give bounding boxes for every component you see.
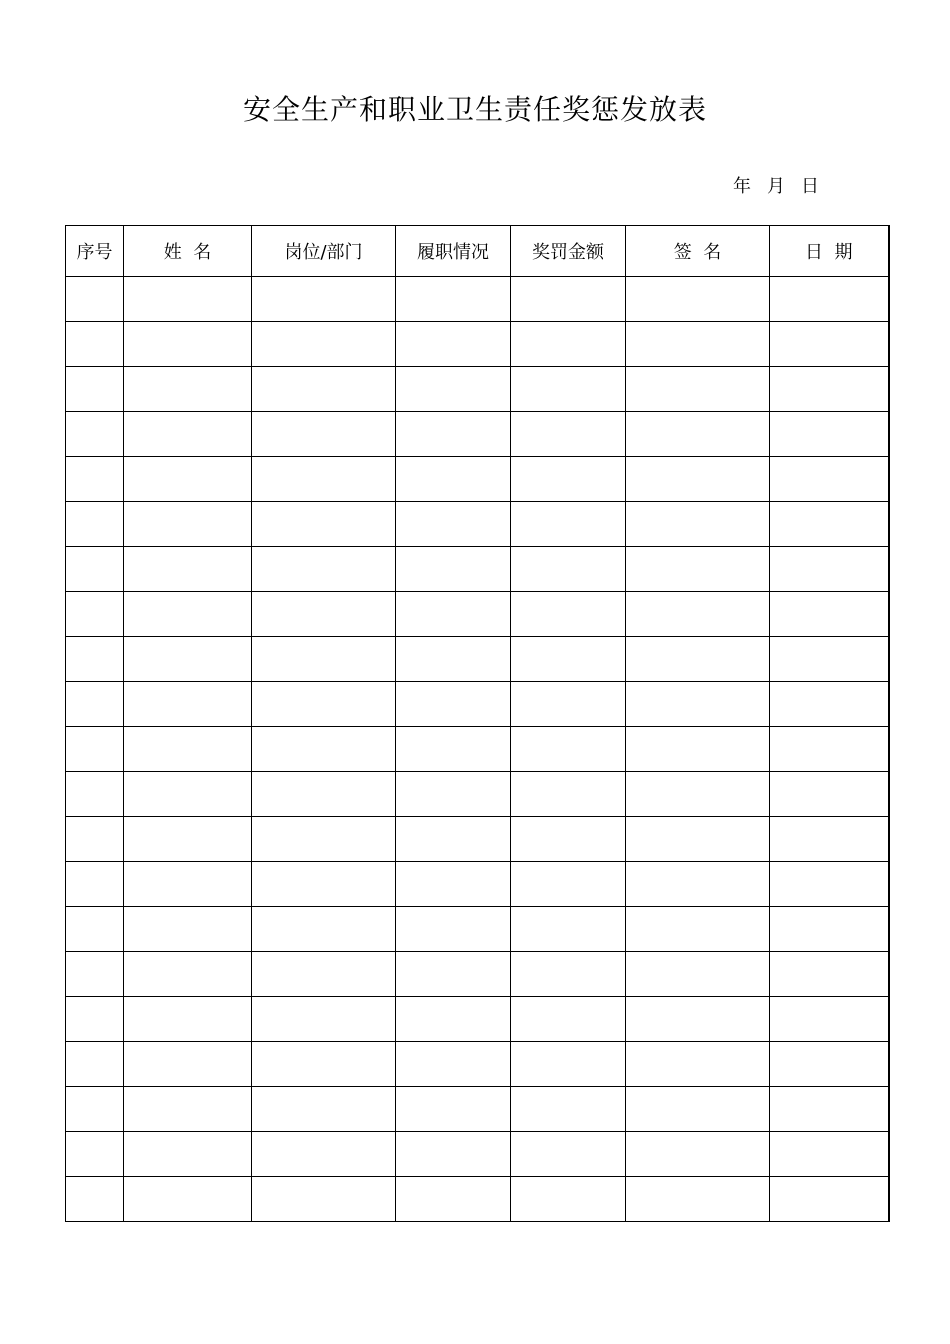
cell-duty[interactable] — [396, 1087, 511, 1132]
cell-name[interactable] — [124, 997, 252, 1042]
cell-seq[interactable] — [66, 502, 124, 547]
cell-sign[interactable] — [626, 412, 770, 457]
cell-name[interactable] — [124, 772, 252, 817]
cell-post[interactable] — [252, 1132, 396, 1177]
cell-seq[interactable] — [66, 457, 124, 502]
cell-name[interactable] — [124, 952, 252, 997]
cell-post[interactable] — [252, 277, 396, 322]
cell-date[interactable] — [770, 682, 889, 727]
cell-date[interactable] — [770, 727, 889, 772]
cell-seq[interactable] — [66, 1132, 124, 1177]
header-duty: 履职情况 — [396, 226, 511, 277]
cell-seq[interactable] — [66, 367, 124, 412]
table-row — [66, 547, 889, 592]
cell-post[interactable] — [252, 592, 396, 637]
header-date: 日 期 — [770, 226, 889, 277]
cell-post[interactable] — [252, 1087, 396, 1132]
cell-seq[interactable] — [66, 952, 124, 997]
cell-date[interactable] — [770, 322, 889, 367]
cell-sign[interactable] — [626, 592, 770, 637]
cell-post[interactable] — [252, 547, 396, 592]
table-row — [66, 727, 889, 772]
cell-date[interactable] — [770, 1087, 889, 1132]
cell-date[interactable] — [770, 772, 889, 817]
cell-seq[interactable] — [66, 997, 124, 1042]
cell-amount[interactable] — [511, 277, 626, 322]
cell-duty[interactable] — [396, 502, 511, 547]
header-seq: 序号 — [66, 226, 124, 277]
cell-post[interactable] — [252, 997, 396, 1042]
table-row — [66, 1132, 889, 1177]
cell-duty[interactable] — [396, 367, 511, 412]
cell-name[interactable] — [124, 322, 252, 367]
table-row — [66, 1042, 889, 1087]
cell-duty[interactable] — [396, 1177, 511, 1222]
cell-seq[interactable] — [66, 277, 124, 322]
cell-duty[interactable] — [396, 952, 511, 997]
cell-sign[interactable] — [626, 862, 770, 907]
cell-date[interactable] — [770, 277, 889, 322]
cell-post[interactable] — [252, 637, 396, 682]
cell-post[interactable] — [252, 772, 396, 817]
cell-post[interactable] — [252, 817, 396, 862]
cell-amount[interactable] — [511, 1042, 626, 1087]
cell-duty[interactable] — [396, 592, 511, 637]
cell-name[interactable] — [124, 277, 252, 322]
cell-sign[interactable] — [626, 1177, 770, 1222]
cell-amount[interactable] — [511, 682, 626, 727]
cell-duty[interactable] — [396, 772, 511, 817]
cell-sign[interactable] — [626, 682, 770, 727]
cell-date[interactable] — [770, 1132, 889, 1177]
date-year-label: 年 — [733, 176, 751, 197]
cell-name[interactable] — [124, 862, 252, 907]
award-table-container — [65, 225, 890, 1222]
cell-name[interactable] — [124, 412, 252, 457]
cell-date[interactable] — [770, 592, 889, 637]
cell-post[interactable] — [252, 412, 396, 457]
cell-amount[interactable] — [511, 907, 626, 952]
cell-amount[interactable] — [511, 727, 626, 772]
cell-post[interactable] — [252, 727, 396, 772]
cell-date[interactable] — [770, 862, 889, 907]
cell-post[interactable] — [252, 907, 396, 952]
cell-sign[interactable] — [626, 277, 770, 322]
header-sign: 签 名 — [626, 226, 770, 277]
header-name: 姓 名 — [124, 226, 252, 277]
cell-amount[interactable] — [511, 412, 626, 457]
table-row — [66, 457, 889, 502]
cell-seq[interactable] — [66, 772, 124, 817]
cell-amount[interactable] — [511, 1132, 626, 1177]
cell-duty[interactable] — [396, 727, 511, 772]
cell-amount[interactable] — [511, 862, 626, 907]
cell-duty[interactable] — [396, 322, 511, 367]
cell-sign[interactable] — [626, 637, 770, 682]
table-row — [66, 862, 889, 907]
cell-sign[interactable] — [626, 1132, 770, 1177]
cell-date[interactable] — [770, 637, 889, 682]
cell-amount[interactable] — [511, 322, 626, 367]
date-month-label: 月 — [767, 176, 785, 197]
cell-date[interactable] — [770, 457, 889, 502]
table-header-row — [66, 226, 889, 277]
cell-seq[interactable] — [66, 1042, 124, 1087]
cell-duty[interactable] — [396, 412, 511, 457]
table-row — [66, 682, 889, 727]
cell-name[interactable] — [124, 367, 252, 412]
document-title: 安全生产和职业卫生责任奖惩发放表 — [242, 93, 707, 126]
table-row — [66, 592, 889, 637]
cell-amount[interactable] — [511, 547, 626, 592]
cell-duty[interactable] — [396, 1042, 511, 1087]
cell-date[interactable] — [770, 547, 889, 592]
table-row — [66, 502, 889, 547]
table-row — [66, 772, 889, 817]
cell-amount[interactable] — [511, 592, 626, 637]
cell-sign[interactable] — [626, 772, 770, 817]
cell-name[interactable] — [124, 502, 252, 547]
cell-duty[interactable] — [396, 637, 511, 682]
cell-seq[interactable] — [66, 1087, 124, 1132]
cell-amount[interactable] — [511, 367, 626, 412]
cell-name[interactable] — [124, 1087, 252, 1132]
cell-post[interactable] — [252, 1042, 396, 1087]
cell-name[interactable] — [124, 1042, 252, 1087]
cell-name[interactable] — [124, 547, 252, 592]
cell-duty[interactable] — [396, 997, 511, 1042]
table-row — [66, 412, 889, 457]
cell-name[interactable] — [124, 1177, 252, 1222]
cell-duty[interactable] — [396, 277, 511, 322]
cell-duty[interactable] — [396, 817, 511, 862]
cell-sign[interactable] — [626, 547, 770, 592]
cell-sign[interactable] — [626, 502, 770, 547]
cell-date[interactable] — [770, 367, 889, 412]
cell-amount[interactable] — [511, 457, 626, 502]
cell-name[interactable] — [124, 1132, 252, 1177]
cell-duty[interactable] — [396, 547, 511, 592]
table-row — [66, 952, 889, 997]
cell-amount[interactable] — [511, 817, 626, 862]
cell-amount[interactable] — [511, 772, 626, 817]
cell-name[interactable] — [124, 682, 252, 727]
table-row — [66, 322, 889, 367]
cell-sign[interactable] — [626, 367, 770, 412]
cell-date[interactable] — [770, 817, 889, 862]
cell-sign[interactable] — [626, 997, 770, 1042]
cell-duty[interactable] — [396, 862, 511, 907]
cell-name[interactable] — [124, 817, 252, 862]
cell-seq[interactable] — [66, 547, 124, 592]
cell-amount[interactable] — [511, 637, 626, 682]
cell-date[interactable] — [770, 412, 889, 457]
cell-amount[interactable] — [511, 952, 626, 997]
cell-seq[interactable] — [66, 322, 124, 367]
cell-sign[interactable] — [626, 322, 770, 367]
cell-name[interactable] — [124, 457, 252, 502]
cell-sign[interactable] — [626, 817, 770, 862]
cell-post[interactable] — [252, 322, 396, 367]
cell-name[interactable] — [124, 907, 252, 952]
cell-post[interactable] — [252, 862, 396, 907]
cell-seq[interactable] — [66, 862, 124, 907]
cell-amount[interactable] — [511, 1087, 626, 1132]
cell-duty[interactable] — [396, 1132, 511, 1177]
table-row — [66, 1087, 889, 1132]
cell-sign[interactable] — [626, 1087, 770, 1132]
table-row — [66, 277, 889, 322]
cell-post[interactable] — [252, 952, 396, 997]
cell-sign[interactable] — [626, 1042, 770, 1087]
cell-name[interactable] — [124, 592, 252, 637]
award-table — [65, 225, 890, 1222]
cell-date[interactable] — [770, 502, 889, 547]
cell-post[interactable] — [252, 682, 396, 727]
cell-seq[interactable] — [66, 412, 124, 457]
header-amount: 奖罚金额 — [511, 226, 626, 277]
cell-date[interactable] — [770, 1042, 889, 1087]
header-post: 岗位/部门 — [252, 226, 396, 277]
cell-seq[interactable] — [66, 817, 124, 862]
cell-seq[interactable] — [66, 682, 124, 727]
cell-amount[interactable] — [511, 1177, 626, 1222]
cell-name[interactable] — [124, 727, 252, 772]
cell-sign[interactable] — [626, 907, 770, 952]
cell-seq[interactable] — [66, 592, 124, 637]
cell-seq[interactable] — [66, 727, 124, 772]
table-row — [66, 997, 889, 1042]
cell-post[interactable] — [252, 1177, 396, 1222]
table-row — [66, 637, 889, 682]
cell-seq[interactable] — [66, 1177, 124, 1222]
table-row — [66, 367, 889, 412]
table-row — [66, 907, 889, 952]
cell-date[interactable] — [770, 952, 889, 997]
cell-amount[interactable] — [511, 502, 626, 547]
cell-sign[interactable] — [626, 727, 770, 772]
cell-seq[interactable] — [66, 907, 124, 952]
cell-sign[interactable] — [626, 952, 770, 997]
date-day-label: 日 — [801, 176, 819, 197]
cell-seq[interactable] — [66, 637, 124, 682]
table-body — [66, 277, 889, 1222]
cell-duty[interactable] — [396, 907, 511, 952]
table-row — [66, 817, 889, 862]
cell-post[interactable] — [252, 502, 396, 547]
cell-post[interactable] — [252, 367, 396, 412]
table-row — [66, 1177, 889, 1222]
cell-post[interactable] — [252, 457, 396, 502]
cell-duty[interactable] — [396, 457, 511, 502]
cell-date[interactable] — [770, 997, 889, 1042]
cell-date[interactable] — [770, 1177, 889, 1222]
cell-duty[interactable] — [396, 682, 511, 727]
cell-sign[interactable] — [626, 457, 770, 502]
cell-amount[interactable] — [511, 997, 626, 1042]
cell-date[interactable] — [770, 907, 889, 952]
cell-name[interactable] — [124, 637, 252, 682]
